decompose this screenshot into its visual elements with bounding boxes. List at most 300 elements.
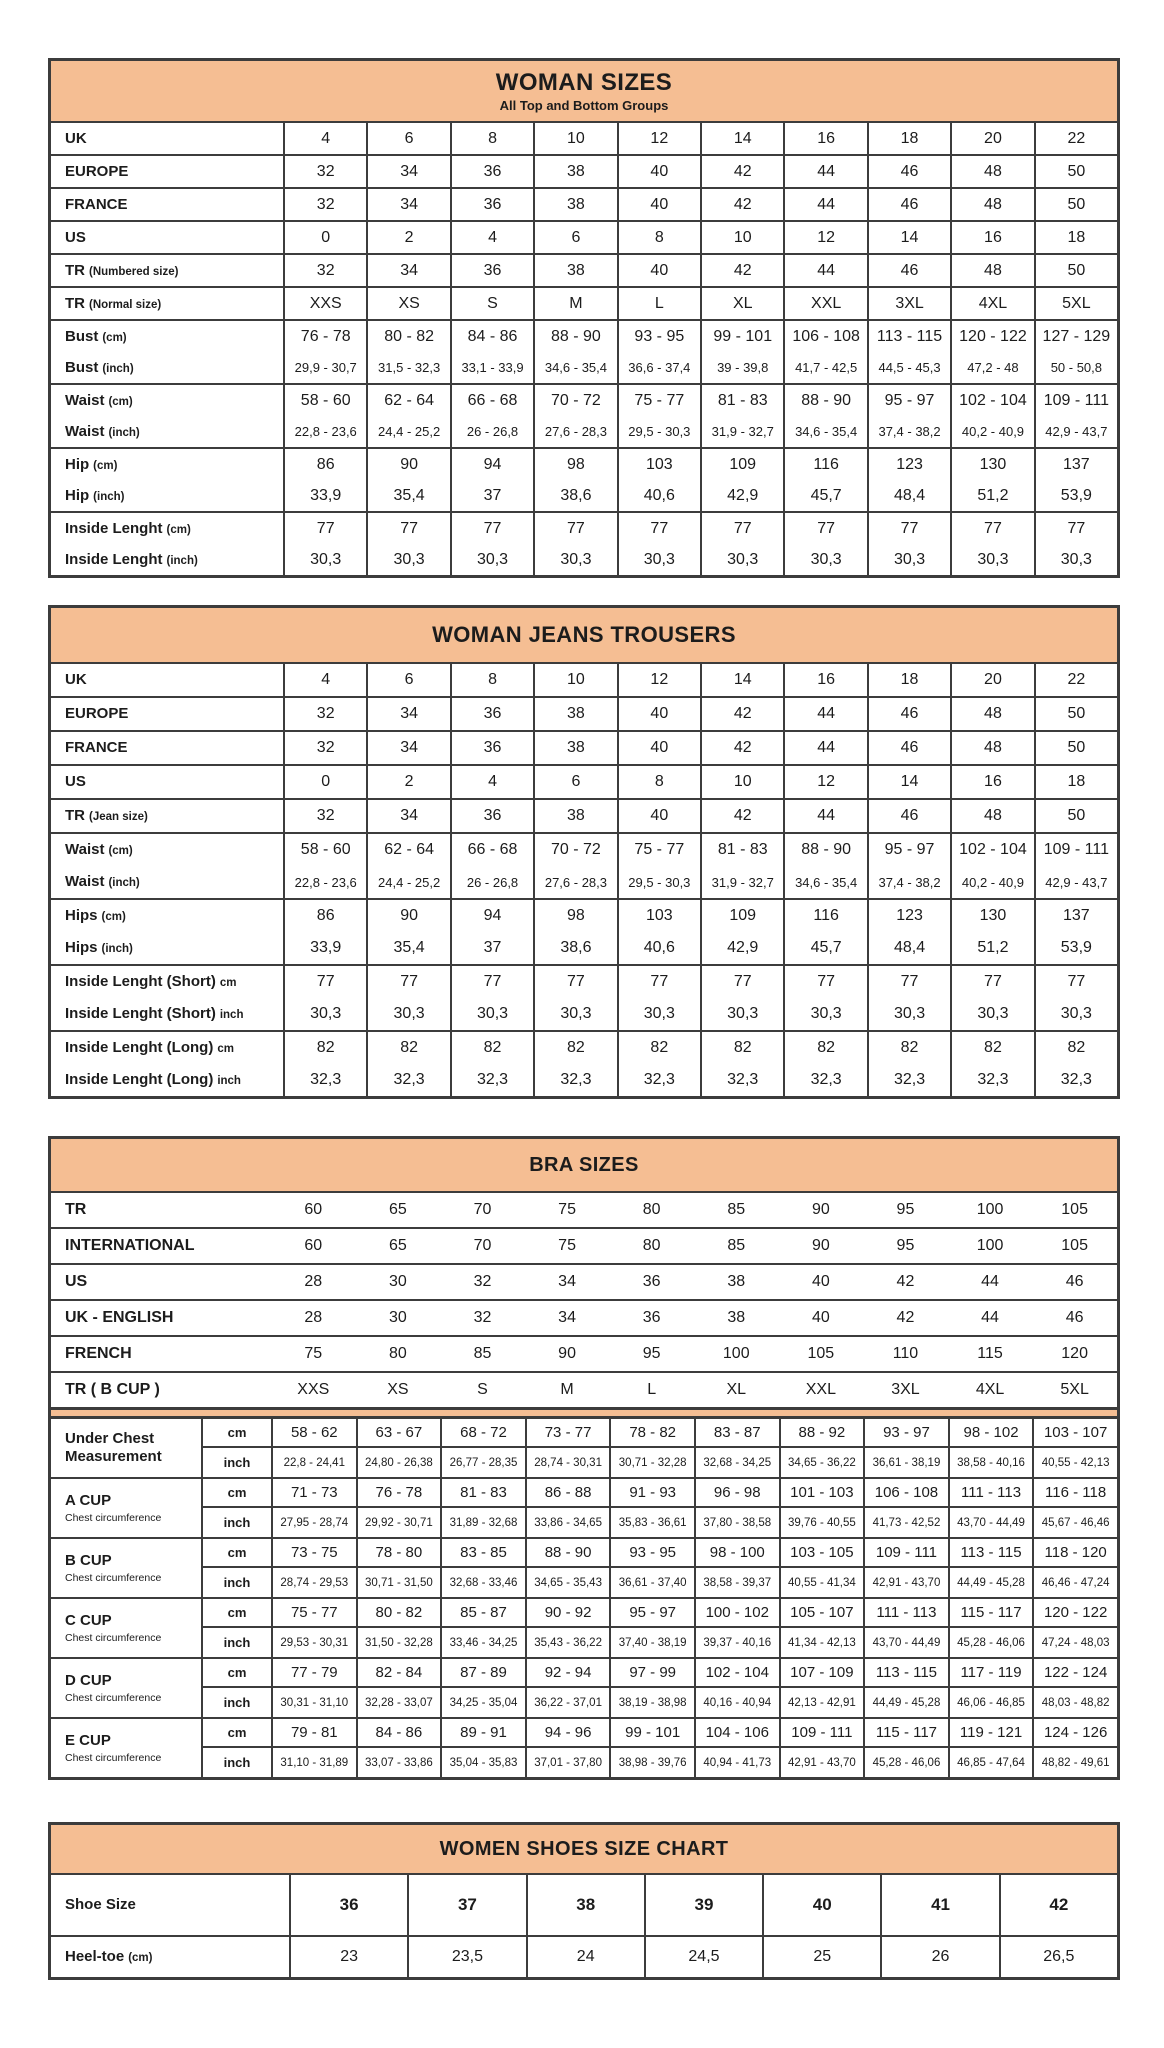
- unit-label: cm: [203, 1539, 273, 1566]
- size-value-cell: 46: [869, 732, 952, 764]
- size-value-cell: 104 - 106: [696, 1719, 781, 1746]
- size-value-cell: 16: [785, 664, 868, 696]
- unit-rows: [203, 1599, 1117, 1657]
- size-value-cell: 77: [285, 966, 368, 998]
- size-value-cell: 45,7: [785, 932, 868, 964]
- row-label-sub: (cm): [128, 1952, 153, 1964]
- table-row: [51, 385, 1117, 416]
- size-value-cell: 36: [452, 255, 535, 286]
- size-value-cell: 30,3: [619, 544, 702, 575]
- row-label-text: [65, 1612, 161, 1644]
- size-value-cell: 46,85 - 47,64: [950, 1748, 1035, 1777]
- size-value-cell: 46: [1065, 1309, 1084, 1326]
- size-value-cell: 33,86 - 34,65: [527, 1508, 612, 1537]
- size-value-cell: 116: [785, 900, 868, 932]
- size-value-cell: 27,6 - 28,3: [535, 866, 618, 898]
- size-value-cell: 4XL: [975, 1381, 1005, 1398]
- size-value-cell: 90: [368, 900, 451, 932]
- size-value-cell: 30,3: [702, 544, 785, 575]
- size-value-cell: 14: [869, 766, 952, 798]
- row-label-text: [65, 1071, 241, 1089]
- size-value-cell: 34: [368, 800, 451, 832]
- size-value-cell: 35,43 - 36,22: [527, 1628, 612, 1657]
- size-value-cell: 100: [722, 1345, 750, 1362]
- table-row: [203, 1599, 1117, 1628]
- table-row: [203, 1568, 1117, 1597]
- table-row: [51, 156, 1117, 187]
- size-value-cell: 28,74 - 29,53: [273, 1568, 358, 1597]
- size-value-cell: 28: [304, 1273, 323, 1290]
- size-value-cell: 90: [558, 1345, 576, 1362]
- size-value-cell: 93 - 95: [611, 1539, 696, 1566]
- row-group: [51, 1875, 1117, 1937]
- table-row: [51, 123, 1117, 154]
- size-value-cell: 32: [285, 732, 368, 764]
- size-value-cell: 29,92 - 30,71: [358, 1508, 443, 1537]
- size-value-cell: 0: [285, 766, 368, 798]
- table-row: [51, 222, 1117, 253]
- size-value-cell: 78 - 80: [358, 1539, 443, 1566]
- size-value-cell: 3XL: [869, 288, 952, 319]
- size-value-cell: 31,9 - 32,7: [702, 866, 785, 898]
- table-row: [203, 1628, 1117, 1657]
- row-label: [51, 900, 285, 932]
- size-value-cell: 48,4: [869, 932, 952, 964]
- size-value-cell: 80: [388, 1345, 407, 1362]
- size-value-cell: S: [452, 288, 535, 319]
- row-group: [51, 385, 1117, 449]
- table-row: [51, 1265, 1117, 1299]
- size-value-cell: 23,5: [409, 1937, 527, 1977]
- size-value-cell: S: [477, 1381, 488, 1398]
- size-value-cell: 77: [1067, 519, 1086, 537]
- size-value-cell: 68 - 72: [442, 1419, 527, 1446]
- size-value-cell: 2: [368, 222, 451, 253]
- size-value-cell: 51,2: [952, 480, 1035, 511]
- size-value-cell: 33,46 - 34,25: [442, 1628, 527, 1657]
- size-value-cell: 86 - 88: [527, 1479, 612, 1506]
- table-row: [203, 1748, 1117, 1777]
- row-label-main: Hips: [65, 907, 98, 924]
- row-group: [51, 1229, 1117, 1265]
- row-label-text: [65, 705, 128, 723]
- size-value-cell: 93 - 95: [619, 321, 702, 352]
- bra-sizes-table: [48, 1136, 1120, 1780]
- row-label-main: Hip: [65, 486, 90, 504]
- size-value-cell: 82: [619, 1032, 702, 1064]
- size-value-cell: 35,4: [368, 480, 451, 511]
- row-group: [51, 288, 1117, 321]
- size-value-cell: 53,9: [1060, 486, 1092, 504]
- woman-sizes-body: [51, 123, 1117, 575]
- size-value-cell: 98: [535, 900, 618, 932]
- size-value-cell: 36: [452, 698, 535, 730]
- size-value-cell: 95: [642, 1345, 661, 1362]
- row-label-text: [65, 773, 86, 791]
- table-row: [51, 866, 1117, 898]
- size-value-cell: 30,3: [285, 544, 368, 575]
- size-value-cell: 77: [619, 966, 702, 998]
- size-value-cell: 90 - 92: [527, 1599, 612, 1626]
- size-value-cell: XS: [368, 288, 451, 319]
- table-row: [51, 544, 1117, 575]
- row-group: [51, 321, 1117, 385]
- row-label-main: Inside Lenght: [65, 519, 163, 537]
- table-row: [51, 255, 1117, 286]
- row-label: [51, 123, 285, 154]
- size-value-cell: 105: [1061, 1237, 1088, 1254]
- size-value-cell: 106 - 108: [865, 1479, 950, 1506]
- size-value-cell: 46: [869, 255, 952, 286]
- table-row: [203, 1508, 1117, 1537]
- size-value-cell: 12: [785, 222, 868, 253]
- size-value-cell: 32: [285, 698, 368, 730]
- size-value-cell: 6: [535, 766, 618, 798]
- row-label-text: [65, 328, 127, 346]
- row-label-text: [65, 841, 133, 859]
- size-value-cell: 36,61 - 38,19: [865, 1448, 950, 1477]
- row-label: [51, 1479, 203, 1537]
- size-value-cell: 29,5 - 30,3: [619, 416, 702, 447]
- size-value-cell: 18: [869, 123, 952, 154]
- size-value-cell: 58 - 60: [285, 385, 368, 416]
- row-label-text: [65, 1273, 87, 1291]
- size-value-cell: 38: [727, 1309, 746, 1326]
- size-value-cell: 24,80 - 26,38: [358, 1448, 443, 1477]
- size-value-cell: 95 - 97: [611, 1599, 696, 1626]
- row-label-sub: (cm): [108, 845, 133, 857]
- size-value-cell: 42: [896, 1273, 915, 1290]
- row-label: [51, 766, 285, 798]
- size-value-cell: 38: [535, 189, 618, 220]
- size-value-cell: 80 - 82: [358, 1599, 443, 1626]
- size-value-cell: 30,3: [785, 998, 868, 1030]
- table-row: [51, 698, 1117, 730]
- size-value-cell: 109 - 111: [1043, 391, 1109, 409]
- size-value-cell: 85: [473, 1345, 492, 1362]
- row-label-main: Waist: [65, 873, 105, 890]
- size-value-cell: 28,74 - 30,31: [527, 1448, 612, 1477]
- table-row: [51, 766, 1117, 798]
- row-label-text: [65, 873, 140, 891]
- size-value-cell: 16: [785, 123, 868, 154]
- size-value-cell: 44: [785, 732, 868, 764]
- size-value-cell: 10: [535, 123, 618, 154]
- size-value-cell: 47,2 - 48: [952, 352, 1035, 383]
- row-label-text: [65, 1732, 161, 1764]
- size-value-cell: 80 - 82: [368, 321, 451, 352]
- row-group: [51, 1719, 1117, 1777]
- size-value-cell: 20: [952, 664, 1035, 696]
- size-value-cell: 36: [452, 156, 535, 187]
- size-value-cell: 86: [285, 900, 368, 932]
- size-value-cell: 43,70 - 44,49: [950, 1508, 1035, 1537]
- size-value-cell: 8: [619, 766, 702, 798]
- row-label-main: TR ( B CUP ): [65, 1381, 160, 1398]
- size-value-cell: 119 - 121: [950, 1719, 1035, 1746]
- row-label: [51, 288, 285, 319]
- size-value-cell: 37,01 - 37,80: [527, 1748, 612, 1777]
- row-label-main: TR: [65, 294, 85, 312]
- table-row: [203, 1539, 1117, 1568]
- woman-sizes-title: WOMAN SIZES: [495, 69, 673, 96]
- size-value-cell: 50 - 50,8: [1050, 360, 1103, 375]
- row-label-text: [65, 229, 86, 247]
- size-value-cell: 94: [452, 449, 535, 480]
- size-value-cell: 40: [811, 1273, 830, 1290]
- row-label: [51, 998, 285, 1030]
- size-value-cell: 85: [727, 1201, 746, 1218]
- size-value-cell: XL: [726, 1381, 747, 1398]
- size-value-cell: 12: [619, 664, 702, 696]
- row-label-main: INTERNATIONAL: [65, 1237, 195, 1254]
- size-value-cell: 66 - 68: [452, 385, 535, 416]
- size-value-cell: 41: [882, 1875, 1000, 1935]
- size-value-cell: 109 - 111: [781, 1719, 866, 1746]
- size-value-cell: 137: [1063, 907, 1090, 924]
- size-value-cell: 30,3: [702, 998, 785, 1030]
- size-value-cell: 36: [291, 1875, 409, 1935]
- size-value-cell: 35,4: [368, 932, 451, 964]
- size-value-cell: 34,65 - 36,22: [781, 1448, 866, 1477]
- size-value-cell: 81 - 83: [702, 385, 785, 416]
- size-value-cell: 109 - 111: [865, 1539, 950, 1566]
- size-value-cell: 30: [388, 1273, 407, 1290]
- size-value-cell: 38,58 - 40,16: [950, 1448, 1035, 1477]
- size-value-cell: 22: [1067, 129, 1086, 147]
- size-value-cell: 43,70 - 44,49: [865, 1628, 950, 1657]
- row-label-main: Inside Lenght (Short): [65, 973, 216, 990]
- size-value-cell: 42,91 - 43,70: [781, 1748, 866, 1777]
- size-value-cell: 77: [1067, 973, 1086, 990]
- row-label-sub: Chest circumference: [65, 1752, 162, 1765]
- size-value-cell: 31,5 - 32,3: [368, 352, 451, 383]
- size-value-cell: 29,5 - 30,3: [619, 866, 702, 898]
- size-value-cell: 94: [452, 900, 535, 932]
- size-value-cell: 120: [1061, 1345, 1088, 1362]
- size-value-cell: 40: [619, 189, 702, 220]
- row-label-text: [65, 671, 87, 689]
- row-label-sub: Chest circumference: [65, 1512, 162, 1525]
- size-value-cell: 95 - 97: [869, 834, 952, 866]
- size-value-cell: 113 - 115: [950, 1539, 1035, 1566]
- row-label: [51, 352, 285, 383]
- size-value-cell: 137: [1063, 455, 1090, 473]
- row-group: [51, 222, 1117, 255]
- size-value-cell: 20: [952, 123, 1035, 154]
- size-value-cell: 45,28 - 46,06: [865, 1748, 950, 1777]
- table-row: [51, 480, 1117, 511]
- size-value-cell: 32,68 - 34,25: [696, 1448, 781, 1477]
- row-label-text: [65, 456, 117, 474]
- row-group: [51, 1599, 1117, 1659]
- table-row: [51, 1229, 1117, 1263]
- size-value-cell: 100: [976, 1201, 1004, 1218]
- size-value-cell: 36: [642, 1309, 661, 1326]
- row-label-text: [65, 1430, 195, 1467]
- size-value-cell: XXS: [285, 288, 368, 319]
- size-value-cell: 10: [702, 766, 785, 798]
- row-label-main: Inside Lenght (Long): [65, 1071, 214, 1088]
- size-value-cell: 30,3: [535, 998, 618, 1030]
- row-label-text: [65, 551, 198, 569]
- unit-label: cm: [203, 1599, 273, 1626]
- size-value-cell: 36,61 - 37,40: [611, 1568, 696, 1597]
- size-value-cell: 38: [535, 698, 618, 730]
- size-value-cell: 30,3: [535, 544, 618, 575]
- size-value-cell: 37,4 - 38,2: [869, 416, 952, 447]
- size-value-cell: 45,67 - 46,46: [1041, 1516, 1110, 1529]
- row-label-text: [65, 163, 128, 181]
- row-group: [51, 1337, 1117, 1373]
- unit-label: inch: [203, 1508, 273, 1537]
- size-value-cell: 5XL: [1060, 1381, 1089, 1398]
- row-label-sub: (inch): [93, 490, 125, 503]
- size-value-cell: 66 - 68: [452, 834, 535, 866]
- table-row: [51, 834, 1117, 866]
- size-value-cell: 46: [869, 156, 952, 187]
- size-value-cell: 71 - 73: [273, 1479, 358, 1506]
- size-value-cell: 105: [1061, 1201, 1088, 1218]
- size-value-cell: 34: [368, 189, 451, 220]
- size-value-cell: 77: [368, 513, 451, 544]
- size-value-cell: 22,8 - 24,41: [273, 1448, 358, 1477]
- size-value-cell: 42: [702, 189, 785, 220]
- row-group: [51, 1193, 1117, 1229]
- row-label: [51, 1337, 271, 1371]
- row-label-sub: inch: [217, 1075, 241, 1087]
- table-row: [51, 449, 1117, 480]
- woman-sizes-table: [48, 58, 1120, 578]
- shoes-size-header: [51, 1825, 1117, 1875]
- row-label: [51, 189, 285, 220]
- size-value-cell: 32,3: [535, 1064, 618, 1096]
- row-group: [51, 1937, 1117, 1977]
- size-value-cell: 65: [388, 1237, 407, 1254]
- size-value-cell: 46: [869, 800, 952, 832]
- size-value-cell: 78 - 82: [611, 1419, 696, 1446]
- size-value-cell: 62 - 64: [368, 834, 451, 866]
- row-label: [51, 222, 285, 253]
- row-label-main: Heel-toe: [65, 1948, 125, 1965]
- size-value-cell: 70: [473, 1237, 492, 1254]
- size-value-cell: 106 - 108: [785, 321, 868, 352]
- row-label-main: E CUP: [65, 1731, 111, 1749]
- row-label-sub: Chest circumference: [65, 1632, 162, 1645]
- size-value-cell: 8: [619, 222, 702, 253]
- row-label-text: [65, 739, 128, 757]
- row-label-text: [65, 1492, 161, 1524]
- size-value-cell: 32: [285, 800, 368, 832]
- row-label: [51, 800, 285, 832]
- size-value-cell: 32: [473, 1309, 492, 1326]
- size-value-cell: 40: [619, 698, 702, 730]
- size-value-cell: 103: [619, 449, 702, 480]
- table-row: [51, 1937, 1117, 1977]
- row-label: [51, 1193, 271, 1227]
- unit-label: cm: [203, 1659, 273, 1686]
- row-group: [51, 766, 1117, 800]
- shoes-size-table: [48, 1822, 1120, 1980]
- row-label-main: FRENCH: [65, 1345, 132, 1362]
- size-value-cell: 40,6: [619, 932, 702, 964]
- size-value-cell: 65: [388, 1201, 407, 1218]
- table-row: [203, 1659, 1117, 1688]
- size-value-cell: 130: [952, 900, 1035, 932]
- row-label: [51, 698, 285, 730]
- row-label: [51, 544, 285, 575]
- table-row: [51, 1064, 1117, 1096]
- size-value-cell: 37: [452, 480, 535, 511]
- size-value-cell: 30,3: [619, 998, 702, 1030]
- size-value-cell: 82: [1067, 1039, 1086, 1056]
- size-value-cell: 38,6: [535, 932, 618, 964]
- size-value-cell: 73 - 75: [273, 1539, 358, 1566]
- size-value-cell: 82: [702, 1032, 785, 1064]
- size-value-cell: 32: [285, 189, 368, 220]
- size-value-cell: 99 - 101: [611, 1719, 696, 1746]
- woman-sizes-header: [51, 61, 1117, 123]
- size-value-cell: 24,4 - 25,2: [368, 416, 451, 447]
- table-row: [203, 1719, 1117, 1748]
- row-label-text: [65, 295, 161, 313]
- size-value-cell: 36,6 - 37,4: [619, 352, 702, 383]
- row-group: [51, 1373, 1117, 1407]
- size-value-cell: 22,8 - 23,6: [285, 416, 368, 447]
- size-value-cell: 40,94 - 41,73: [696, 1748, 781, 1777]
- row-group: [51, 1539, 1117, 1599]
- size-value-cell: 75: [558, 1237, 576, 1254]
- row-label: [51, 416, 285, 447]
- row-group: [51, 1479, 1117, 1539]
- size-value-cell: 24: [528, 1937, 646, 1977]
- size-value-cell: 27,6 - 28,3: [535, 416, 618, 447]
- size-value-cell: 28: [304, 1309, 323, 1326]
- size-value-cell: 41,34 - 42,13: [781, 1628, 866, 1657]
- size-value-cell: 77: [452, 966, 535, 998]
- row-label-main: US: [65, 228, 86, 246]
- size-value-cell: 42: [702, 732, 785, 764]
- size-value-cell: 5XL: [1062, 294, 1091, 312]
- size-value-cell: 102 - 104: [952, 834, 1035, 866]
- row-group: [51, 1265, 1117, 1301]
- size-value-cell: 53,9: [1060, 939, 1092, 956]
- size-value-cell: 26: [882, 1937, 1000, 1977]
- size-value-cell: 6: [535, 222, 618, 253]
- size-value-cell: 30,3: [869, 998, 952, 1030]
- shoes-size-body: [51, 1875, 1117, 1977]
- table-row: [203, 1419, 1117, 1448]
- unit-label: cm: [203, 1719, 273, 1746]
- size-value-cell: 90: [811, 1201, 830, 1218]
- size-value-cell: 6: [368, 664, 451, 696]
- size-value-cell: 48: [952, 255, 1035, 286]
- size-value-cell: 90: [368, 449, 451, 480]
- size-value-cell: 34: [368, 255, 451, 286]
- size-value-cell: 31,10 - 31,89: [273, 1748, 358, 1777]
- row-label-sub: Chest circumference: [65, 1692, 162, 1705]
- size-value-cell: 123: [869, 449, 952, 480]
- size-value-cell: 95: [896, 1201, 915, 1218]
- row-label-main: Bust: [65, 358, 99, 376]
- size-value-cell: 40,2 - 40,9: [952, 416, 1035, 447]
- size-value-cell: 30,3: [952, 544, 1035, 575]
- row-label-main: TR: [65, 1201, 87, 1218]
- size-value-cell: 116: [785, 449, 868, 480]
- size-value-cell: 26 - 26,8: [452, 866, 535, 898]
- size-value-cell: 30,31 - 31,10: [273, 1688, 358, 1717]
- size-value-cell: 98 - 102: [950, 1419, 1035, 1446]
